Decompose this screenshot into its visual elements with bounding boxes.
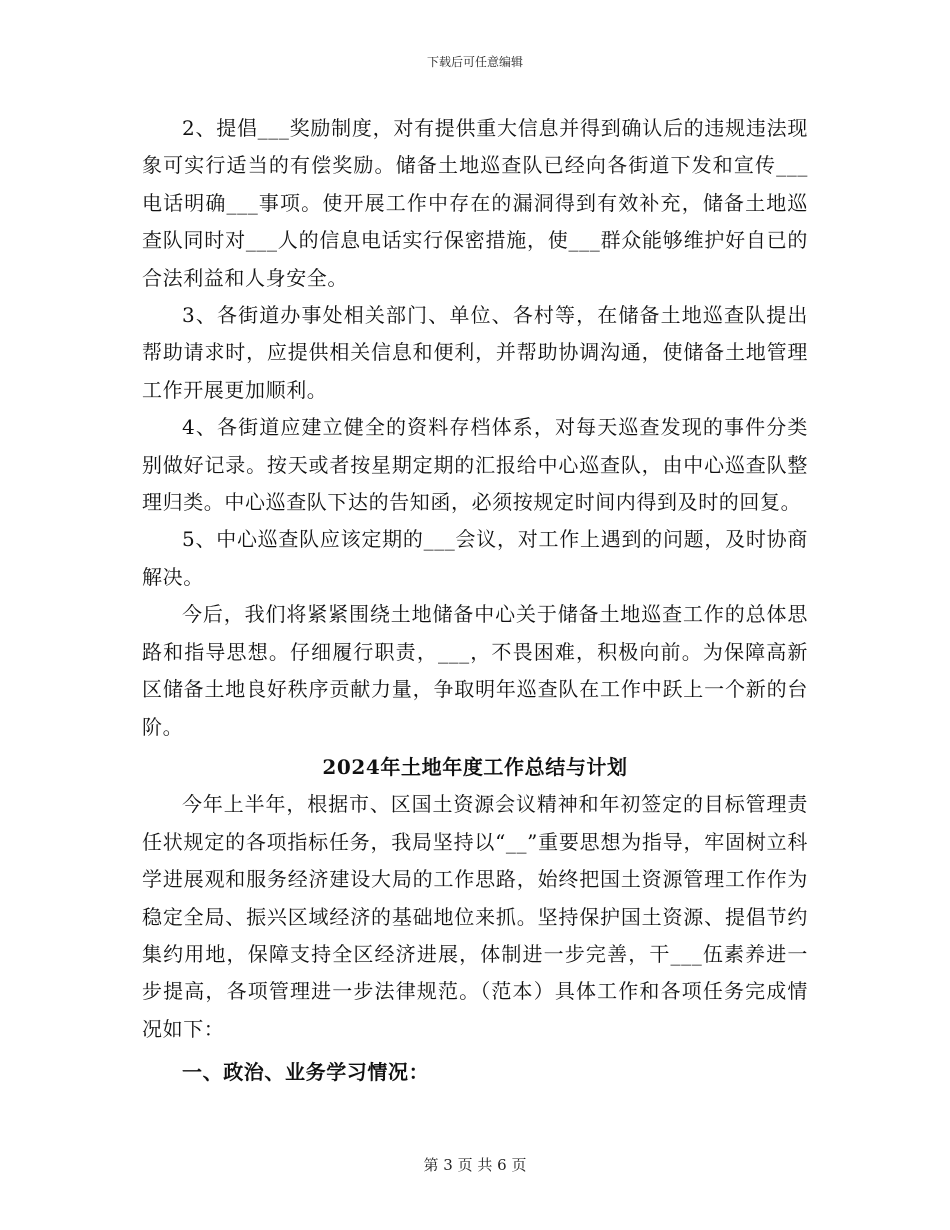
document-body [142,110,808,1092]
paragraph-item-3: 3、各街道办事处相关部门、单位、各村等，在储备土地巡查队提出帮助请求时，应提供相关信息和便利，并帮助协调沟通，使储备土地管理工作开展更加顺利。 [142,303,808,402]
section-intro-paragraph: 今年上半年，根据市、区国土资源会议精神和年初签定的目标管理责任状规定的各项指标任务，我局坚持以“__”重要思想为指导，牢固树立科学进展观和服务经济建设大局的工作思路，始终把国土资源管理工作作为稳定全局、振兴区域经济的基础地位来抓。坚持保护国土资源、提倡节约集约用地，保障支持全区经济进展，体制进一步完善，干___伍素养进一步提高，各项管理进一步法律规范。（范本）具体工作和各项任务完成情况如下： [142,792,808,1041]
paragraph-item-4: 4、各街道应建立健全的资料存档体系，对每天巡查发现的事件分类别做好记录。按天或者按星期定期的汇报给中心巡查队，由中心巡查队整理归类。中心巡查队下达的告知函，必须按规定时间内得到及时的回复。 [142,415,808,515]
paragraph-item-2: 2、提倡___奖励制度，对有提供重大信息并得到确认后的违规违法现象可实行适当的有偿奖励。储备土地巡查队已经向各街道下发和宣传___电话明确___事项。使开展工作中存在的漏洞得到有效补充，储备土地巡查队同时对___人的信息电话实行保密措施，使___群众能够维护好自已的合法利益和人身安全。 [142,116,808,290]
section-subheading: 一、政治、业务学习情况： [182,1060,430,1085]
section-title: 2024年土地年度工作总结与计划 [322,754,628,779]
page-number: 第 3 页 共 6 页 [423,1156,527,1174]
page-header-note: 下载后可任意编辑 [426,55,523,69]
paragraph-item-5: 5、中心巡查队应该定期的___会议，对工作上遇到的问题，及时协商解决。 [142,527,808,589]
paragraph-conclusion: 今后，我们将紧紧围绕土地储备中心关于储备土地巡查工作的总体思路和指导思想。仔细履行职责，___，不畏困难，积极向前。为保障高新区储备土地良好秩序贡献力量，争取明年巡查队在工作中跃上一个新的台阶。 [142,602,808,739]
